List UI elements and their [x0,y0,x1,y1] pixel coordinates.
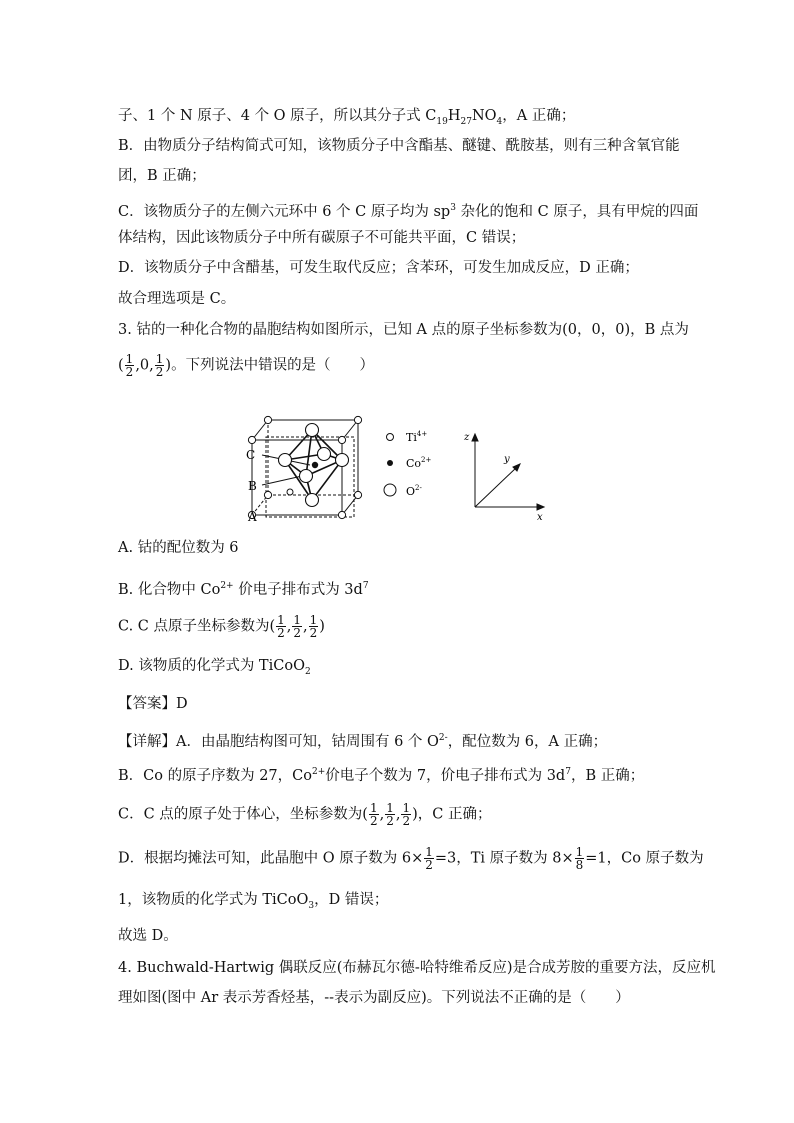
explanation-line-2 [118,762,644,786]
option-d [118,656,311,682]
question-3-stem-2 [118,353,374,378]
legend-text: O [406,485,416,498]
text-segment: 杂化的饱和 C 原子，具有甲烷的四面 [455,203,699,220]
text-line-6: D．该物质分子中含醋基，可发生取代反应；含苯环，可发生加成反应，D 正确； [118,260,639,276]
o-atom [279,454,292,467]
legend-ti-label [406,430,427,444]
denominator: 2 [386,814,394,828]
fraction-half [125,353,135,378]
fraction-eighth [575,846,585,871]
text-segment: 子、1 个 N 原子、4 个 O 原子，所以其分子式 C [118,108,437,124]
subscript: 27 [460,116,472,127]
label-c: C [246,448,256,462]
text-segment: ( [118,357,124,374]
superscript: 2+ [220,581,234,591]
crystal-cell-figure [240,410,570,530]
ti-atom [354,416,361,423]
text-segment: =1，Co 原子数为 [585,850,704,867]
text-line-5: 体结构，因此该物质分子中所有碳原子不可能共平面，C 错误； [118,230,526,246]
fraction-half [401,802,411,827]
ti-atom [287,489,293,495]
numerator: 1 [575,845,584,859]
answer-line: 【答案】D [118,696,188,712]
axis-z-arrow [472,434,478,441]
ti-atom [264,491,271,498]
superscript: 3 [450,203,456,213]
numerator: 1 [293,613,302,627]
denominator: 2 [293,626,302,640]
text-segment: ，B 正确； [570,767,645,784]
text-segment: ) [319,618,325,635]
fraction-half [155,353,165,378]
legend-ti-symbol [387,434,394,441]
fraction-half [369,802,379,827]
o-atom [306,494,319,507]
fraction-half [309,614,319,639]
question-3-stem: 3. 钴的一种化合物的晶胞结构如图所示，已知 A 点的原子坐标参数为(0，0，0)，B 点为 [118,322,689,338]
denominator: 2 [369,814,378,828]
option-b [118,576,369,600]
explanation-line-4 [118,846,704,871]
text-line-1 [118,106,575,132]
ti-atom [338,436,345,443]
ti-atom [338,511,345,518]
option-a: A. 钴的配位数为 6 [118,540,239,556]
text-segment: 价电子排布式为 3d [233,581,363,598]
o-atom [300,470,313,483]
text-segment: D．根据均摊法可知，此晶胞中 O 原子数为 6× [118,850,424,867]
denominator: 2 [155,365,164,379]
text-segment: )，C 正确； [412,806,492,823]
legend-co-label [406,456,432,470]
denominator: 2 [277,626,285,640]
numerator: 1 [309,613,318,627]
o-atom [306,424,319,437]
legend-sup: 4+ [416,430,428,438]
explanation-conclusion: 故选 D。 [118,928,178,944]
numerator: 1 [369,801,378,815]
subscript: 4 [496,116,503,127]
legend-text: Co [406,457,422,470]
numerator: 1 [402,801,411,815]
denominator: 2 [309,626,318,640]
fraction-half [276,614,286,639]
axis-x-label: x [537,512,543,523]
subscript: 2 [304,666,311,677]
ti-atom [248,436,255,443]
denominator: 2 [425,858,433,872]
superscript: 7 [565,767,571,777]
fraction-half [292,614,302,639]
text-segment: B. 化合物中 Co [118,581,221,598]
text-segment: C．C 点的原子处于体心，坐标参数为( [118,806,368,823]
o-atom [336,454,349,467]
axis-y-label: y [504,454,510,465]
numerator: 1 [386,801,394,815]
numerator: 1 [425,845,433,859]
legend-o-label [406,484,422,498]
superscript: 2- [438,733,448,743]
text-segment: D. 该物质的化学式为 TiCoO [118,658,305,674]
explanation-line-5 [118,890,388,916]
fraction-half [424,846,434,871]
denominator: 2 [402,814,411,828]
text-segment: H [447,108,461,124]
question-4-stem-1: 4. Buchwald-Hartwig 偶联反应(布赫瓦尔德-哈特维希反应)是合成芳胺的重要方法，反应机 [118,960,716,976]
legend-text: Ti [406,431,417,444]
text-segment: ，D 错误； [314,892,389,908]
text-segment: C. C 点原子坐标参数为( [118,618,276,635]
ti-atom [264,416,271,423]
label-b: B [248,479,257,493]
text-line-2: B．由物质分子结构简式可知，该物质分子中含酯基、醚键、酰胺基，则有三种含氧官能 [118,138,680,154]
text-segment: NO [471,108,497,124]
fraction-half [385,802,395,827]
denominator: 8 [575,858,584,872]
denominator: 2 [125,365,134,379]
explanation-line-1 [118,728,607,752]
text-segment: 【详解】A．由晶胞结构图可知，钴周围有 6 个 O [118,733,439,750]
numerator: 1 [277,613,285,627]
superscript: 2+ [311,767,326,777]
text-segment: 1，该物质的化学式为 TiCoO [118,892,309,908]
text-segment: ，配位数为 6，A 正确； [447,733,608,750]
axis-z-label: z [464,432,470,443]
text-segment: C．该物质分子的左侧六元环中 6 个 C 原子均为 sp [118,203,451,220]
legend-o-symbol [384,484,396,496]
option-c: C. C 点原子坐标参数为( $\frac{1}{2}$ , $\frac{1}{2}$ , $\frac{1}{2}$ ) [118,613,325,640]
numerator: 1 [155,352,164,366]
subscript: 19 [436,116,448,127]
legend-sup: 2+ [421,456,432,464]
label-a: A [248,510,257,524]
explanation-line-3: C．C 点的原子处于体心，坐标参数为( $\frac{1}{2}$ , $\frac{1}{2}$ , $\frac{1}{2}$ )，C 正确； [118,801,492,828]
text-segment: =3，Ti 原子数为 8× [434,850,574,867]
text-segment: ，A 正确； [502,108,576,124]
axis-x-arrow [537,504,544,510]
text-segment: ,0, [135,357,154,374]
text-segment: )。下列说法中错误的是（ ） [165,357,375,374]
legend-sup: 2- [415,484,422,492]
subscript: 3 [308,900,315,911]
numerator: 1 [125,352,134,366]
text-line-4 [118,198,698,222]
legend-co-symbol [387,460,393,466]
text-segment: B．Co 的原子序数为 27，Co [118,767,312,784]
axis-y-line [475,467,517,507]
question-4-stem-2: 理如图(图中 Ar 表示芳香烃基，--表示为副反应)。下列说法不正确的是（ ） [118,990,630,1006]
o-atom [318,448,331,461]
superscript: 7 [362,581,369,591]
text-line-3: 团，B 正确； [118,168,206,184]
text-segment: 价电子个数为 7，价电子排布式为 3d [325,767,566,784]
co-atom [312,462,318,468]
ti-atom [354,491,361,498]
text-line-7: 故合理选项是 C。 [118,291,236,307]
